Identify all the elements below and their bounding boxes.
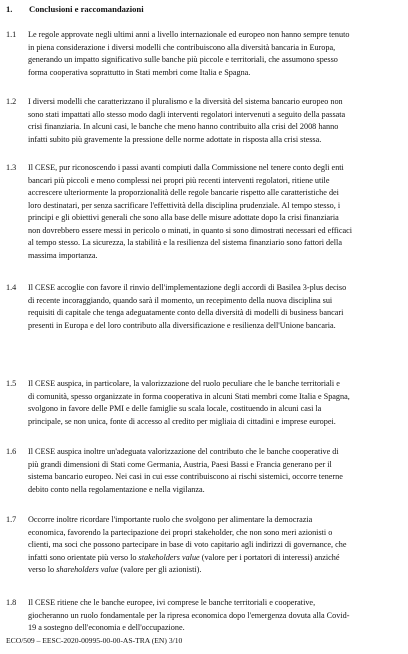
paragraph-line: debito conto nella regolamentazione e nella vigilanza. <box>28 484 205 494</box>
paragraph-text <box>28 597 406 635</box>
paragraph-line: Il CESE, pur riconoscendo i passi avanti compiuti dalla Commissione nel tenere conto degli enti <box>28 163 344 172</box>
document-footer: ECO/509 – EESC-2020-00995-00-00-AS-TRA (EN) 3/10 <box>6 636 183 645</box>
paragraph-line: Il CESE auspica, in particolare, la valorizzazione del ruolo peculiare che le banche territoriali e <box>28 379 340 388</box>
paragraph-line: svolgono in favore delle PMI e delle famiglie su scala locale, costituendo in alcuni casi la <box>28 404 322 413</box>
paragraph-number: 1.2 <box>6 97 17 106</box>
paragraph-line: principi e gli obiettivi generali che sono alla base delle misure adottate dopo la crisi finanziaria <box>28 213 339 222</box>
paragraph-line: forma cooperativa soprattutto in Stati membri come Italia e Spagna. <box>28 67 251 77</box>
paragraph-line: presenti in Europa e del loro contributo alla diversificazione e resilienza dell'Unione bancaria. <box>28 320 336 330</box>
paragraph-line: clienti, ma soci che possono partecipare in base di voto capitario agli indirizzi di governance, che <box>28 540 347 549</box>
paragraph-line: sono stati impattati allo stesso modo dagli interventi regolatori intervenuti a seguito della passata <box>28 109 346 119</box>
paragraph-number: 1.1 <box>6 30 17 39</box>
paragraph-line: requisiti di capitale che tenga adeguatamente conto della diversità di modelli di business bancari <box>28 308 344 317</box>
paragraph-line: di recente incoraggiando, quando sarà il momento, un recepimento della nuova disciplina sui <box>28 295 333 305</box>
paragraph-line: Le regole approvate negli ultimi anni a livello internazionale ed europeo non hanno sempre tenuto <box>28 30 350 39</box>
section-number: 1. <box>6 4 13 14</box>
paragraph-line: Il CESE auspica inoltre un'adeguata valorizzazione del contributo che le banche cooperative di <box>28 447 339 456</box>
paragraph-line: generando un impatto significativo sulle banche più piccole e territoriali, che assumono spesso <box>28 55 338 64</box>
paragraph-line: di comunità, spesso organizzate in forma cooperativa in alcuni Stati membri come Italia e Spagna, <box>28 391 350 401</box>
paragraph-line: Occorre inoltre ricordare l'importante ruolo che svolgono per alimentare la democrazia <box>28 515 313 524</box>
paragraph-text <box>28 282 406 332</box>
paragraph-line: massima importanza. <box>28 250 98 260</box>
paragraph-line: non dovrebbero essere messi in pericolo o minati, in quanto si sono dimostrati necessari ed efficaci <box>28 225 353 235</box>
paragraph-line: in piena considerazione i diversi modelli che contribuiscono alla diversità bancaria in Europa, <box>28 42 336 52</box>
paragraph-number: 1.4 <box>6 283 17 292</box>
paragraph-number: 1.5 <box>6 379 17 388</box>
paragraph-line: verso lo shareholders value (valore per gli azionisti). <box>28 565 202 574</box>
italic-term: shareholders value <box>56 565 119 574</box>
paragraph-line: I diversi modelli che caratterizzano il pluralismo e la diversità del sistema bancario europeo non <box>28 97 343 106</box>
paragraph-line: principale, se non unica, fonte di accesso al credito per migliaia di cittadini e imprese europei. <box>28 416 336 426</box>
paragraph-text <box>28 29 406 79</box>
paragraph-line: infatti sono orientate più verso lo stakeholders value (valore per i portatori di interessi) anziché <box>28 552 340 562</box>
paragraph-text <box>28 162 406 262</box>
paragraph-text <box>28 514 406 577</box>
section-title: Conclusioni e raccomandazioni <box>29 4 144 14</box>
paragraph-number: 1.7 <box>6 515 17 524</box>
paragraph-number: 1.6 <box>6 447 17 456</box>
italic-term: stakeholders value <box>138 552 200 562</box>
paragraph-text <box>28 378 406 428</box>
paragraph-line: Il CESE ritiene che le banche europee, ivi comprese le banche territoriali e cooperative, <box>28 598 316 607</box>
paragraph-line: bancari più piccoli e meno complessi nei propri più recenti interventi regolatori, ritiene utile <box>28 175 330 185</box>
paragraph-number: 1.8 <box>6 598 17 607</box>
paragraph-line: giocheranno un ruolo fondamentale per la ripresa economica dopo l'emergenza dovuta alla Covid- <box>28 610 350 620</box>
paragraph-line: infatti subito più gravemente la pressione delle norme adottate in risposta alla crisi stessa. <box>28 134 322 144</box>
paragraph-text <box>28 446 406 496</box>
paragraph-line: al tempo stesso. La sicurezza, la stabilità e la resilienza del sistema finanziario sono fattori della <box>28 238 342 247</box>
paragraph-line: Il CESE accoglie con favore il rinvio dell'implementazione degli accordi di Basilea 3-plus deciso <box>28 283 347 292</box>
paragraph-text <box>28 96 406 146</box>
paragraph-line: 19 a sostegno dell'economia e dell'occupazione. <box>28 623 185 632</box>
paragraph-number: 1.3 <box>6 163 17 172</box>
paragraph-line: loro destinatari, per senza sacrificare l'effettività della disciplina prudenziale. Al tempo stesso, i <box>28 200 341 210</box>
paragraph-line: sistema bancario europeo. Nei casi in cui esse contribuiscono ai rischi sistemici, occorre tenerne <box>28 472 343 481</box>
paragraph-line: accrescere ulteriormente la proporzionalità delle regole bancarie rispetto alle caratteristiche dei <box>28 188 339 197</box>
paragraph-line: crisi finanziaria. In alcuni casi, le banche che meno hanno contribuito alla crisi del 2008 hanno <box>28 122 339 131</box>
section-heading <box>6 4 144 15</box>
paragraph-line: economica, favorendo la partecipazione dei propri stakeholder, che non sono meri azionisti o <box>28 527 333 537</box>
paragraph-line: più grandi dimensioni di Stati come Germania, Austria, Paesi Bassi e Francia generano per il <box>28 459 332 469</box>
